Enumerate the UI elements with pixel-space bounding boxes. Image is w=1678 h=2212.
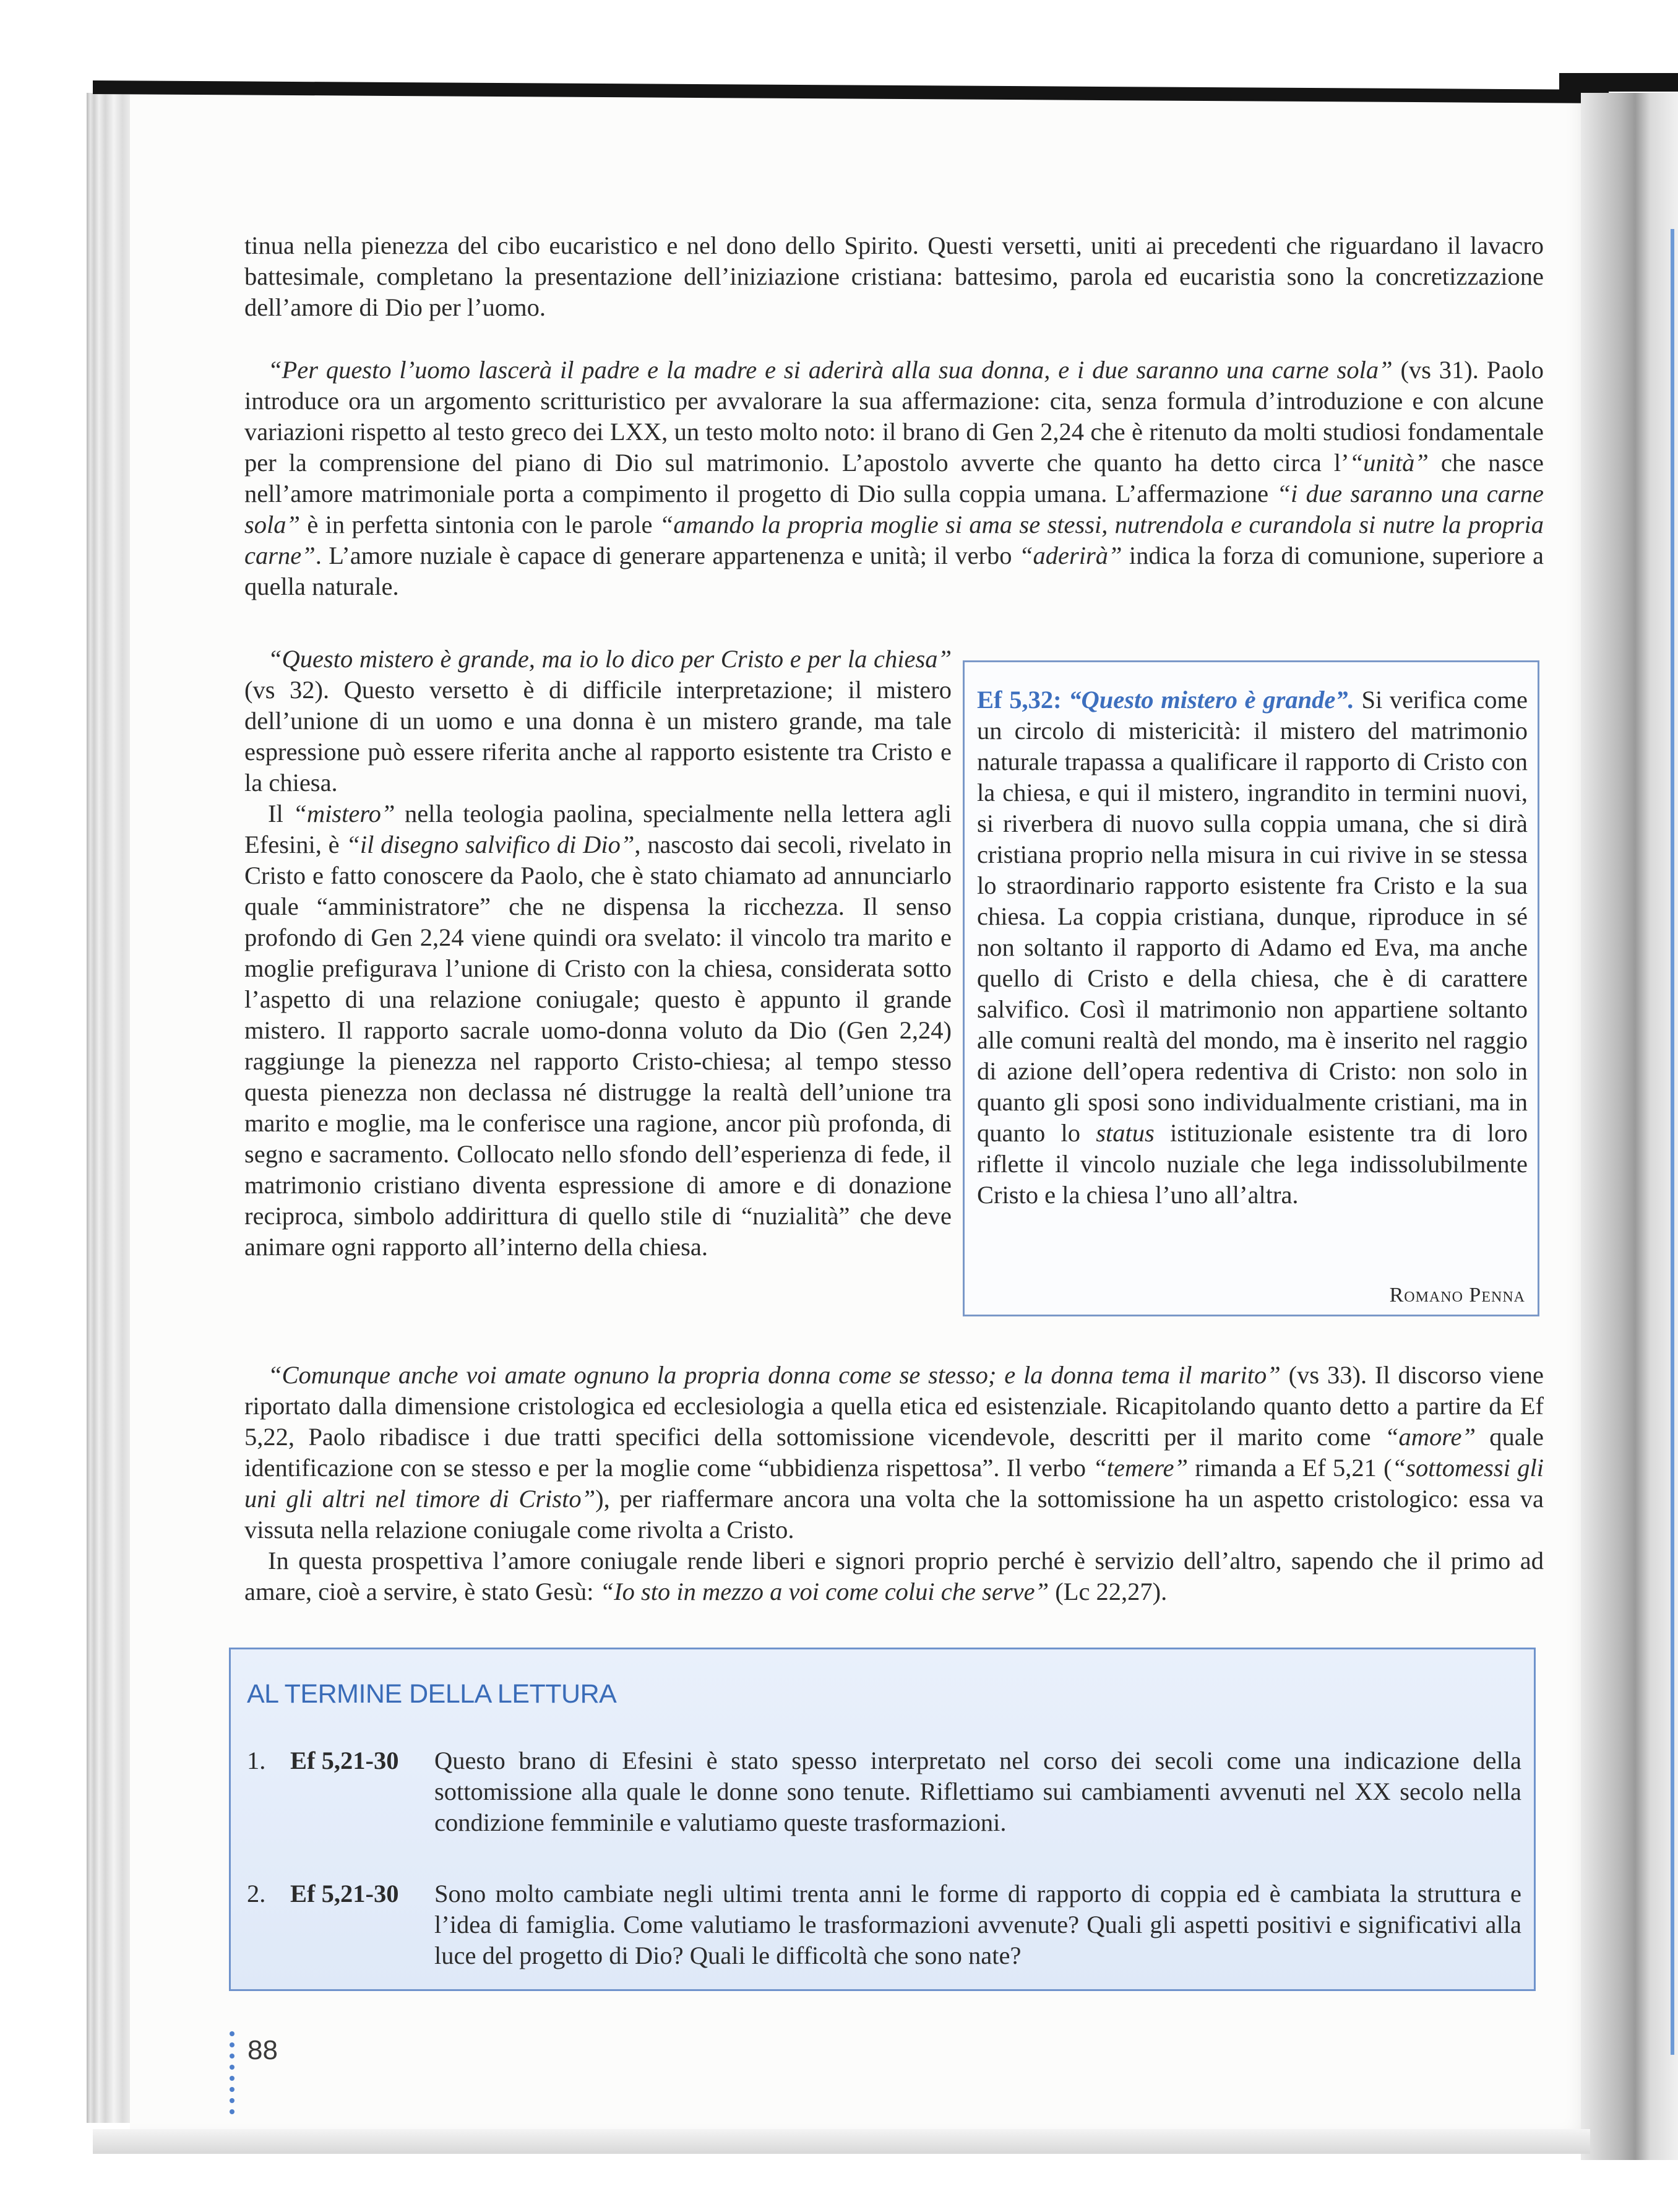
question-text: Sono molto cambiate negli ultimi trenta anni le forme di rapporto di coppia ed è cambiata la struttura e l’idea di famiglia. Come valutiamo le trasformazioni avvenute? Quali gli aspetti positivi e significativi alla luce del progetto di Dio? Quali le difficoltà che sono nate? <box>434 1880 1521 1969</box>
book-bottom-edge <box>93 2129 1590 2154</box>
emphasis: “temere” <box>1093 1454 1188 1482</box>
margin-dot <box>230 2087 234 2092</box>
text-run: nella teologia paolina, specialmente nella lettera agli Efesini, è <box>244 800 952 858</box>
emphasis: “unità” <box>1349 449 1429 477</box>
scripture-quote: “amando la propria moglie si ama se stessi, nutrendola e curandola si nutre la propria carne” <box>244 511 1544 569</box>
body-paragraph-1 <box>244 230 1544 323</box>
commentary-author: Romano Penna <box>1389 1284 1525 1307</box>
text-run: In questa prospettiva l’amore coniugale rende liberi e signori proprio perché è servizio dell’altro, sapendo che il primo ad amare, cioè a servire, è stato Gesù: <box>244 1547 1544 1605</box>
margin-dot <box>230 2098 234 2103</box>
emphasis: status <box>1096 1119 1155 1147</box>
text-run: rimanda a Ef 5,21 ( <box>1188 1454 1392 1482</box>
question-text: Questo brano di Efesini è stato spesso interpretato nel corso dei secoli come una indicazione della sottomissione alla quale le donne sono tenute. Riflettiamo sui cambiamenti avvenuti nel XX secolo nella condizione femminile e valutiamo queste trasformazioni. <box>434 1747 1521 1836</box>
review-questions-box <box>229 1648 1536 1991</box>
margin-dot <box>230 2076 234 2081</box>
paragraph-mistero <box>244 798 952 1263</box>
page-number: 88 <box>247 2035 278 2065</box>
text-run: . L’amore nuziale è capace di generare appartenenza e unità; il verbo <box>315 542 1019 569</box>
review-question <box>247 1878 1521 1977</box>
margin-dot <box>230 2065 234 2070</box>
page-stack-edge <box>87 93 136 2123</box>
paragraph-text <box>244 355 1544 602</box>
scripture-quote: “i due saranno una carne sola” <box>244 480 1544 538</box>
paragraph-vs32 <box>244 644 952 798</box>
review-title: AL TERMINE DELLA LETTURA <box>247 1679 617 1709</box>
text-run: , nascosto dai secoli, rivelato in Cristo e fatto conoscere da Paolo, che è stato chiamato ad annunciarlo quale “amministratore” che ne dispensa la ricchezza. Il senso profondo di Gen 2,24 viene quindi ora svelato: il vincolo tra marito e moglie prefigurava l’unione di Cristo con la chiesa, considerata sotto l’aspetto di una relazione coniugale; questo è appunto il grande mistero. Il rapporto sacrale uomo-donna voluto da Dio (Gen 2,24) raggiunge la pienezza nel rapporto Cristo-chiesa; al tempo stesso questa pienezza non declassa né distrugge la realtà dell’unione tra marito e moglie, ma le conferisce una ragione, ancor più profonda, di segno e sacramento. Collocato nello sfondo dell’esperienza di fede, il matrimonio cristiano diventa espressione di amore e di donazione reciproca, simbolo addirittura di quello stile di “nuzialità” che deve animare ogni rapporto all’interno della chiesa. <box>244 831 952 1261</box>
emphasis: “il disegno salvifico di Dio” <box>346 831 635 858</box>
text-run: (vs 33). Il discorso viene riportato dalla dimensione cristologica ed ecclesiologia a quella etica ed esistenziale. Ricapitolando quanto detto a partire da Ef 5,22, Paolo ribadisce i due tratti specifici della sottomissione vicendevole, descritti per il marito come <box>244 1361 1544 1451</box>
body-paragraph-vs33 <box>244 1360 1544 1607</box>
text-run: indica la forza di comunione, superiore a quella naturale. <box>244 542 1544 600</box>
question-reference: Ef 5,21-30 <box>290 1880 399 1907</box>
text-run: ), per riaffermare ancora una volta che la sottomissione ha un aspetto cristologico: essa va vissuta nella relazione coniugale come rivolta a Cristo. <box>244 1485 1544 1544</box>
commentary-reference: Ef 5,32: <box>977 686 1062 714</box>
review-question <box>247 1745 1521 1844</box>
margin-dot <box>230 2042 234 2047</box>
book-gutter <box>1581 93 1678 2160</box>
paragraph-vs33 <box>244 1360 1544 1545</box>
text-run: che nasce nell’amore matrimoniale porta a compimento il progetto di Dio sulla coppia umana. L’affermazione <box>244 449 1544 508</box>
scripture-quote: “Io sto in mezzo a voi come colui che serve” <box>600 1578 1049 1605</box>
scripture-quote: “Questo mistero è grande, ma io lo dico per Cristo e per la chiesa” <box>268 645 952 673</box>
text-run: istituzionale esistente tra di loro riflette il vincolo nuziale che lega indissolubilmente Cristo e la chiesa l’uno all’altra. <box>977 1119 1528 1209</box>
scripture-quote: “Comunque anche voi amate ognuno la propria donna come se stesso; e la donna tema il marito” <box>268 1361 1281 1389</box>
paragraph-text: tinua nella pienezza del cibo eucaristico e nel dono dello Spirito. Questi versetti, uniti ai precedenti che riguardano il lavacro battesimale, completano la presentazione dell’iniziazione cristiana: battesimo, parola ed eucaristia sono la concretizzazione dell’amore di Dio per l’uomo. <box>244 231 1544 321</box>
text-run: è in perfetta sintonia con le parole <box>300 511 660 538</box>
next-page-blue-rule <box>1671 229 1674 2055</box>
question-number: 2. <box>247 1880 266 1907</box>
emphasis: “amore” <box>1384 1423 1476 1451</box>
book-cover-edge <box>1559 73 1678 92</box>
margin-dots-decoration <box>228 2031 236 2124</box>
question-reference: Ef 5,21-30 <box>290 1747 399 1774</box>
scripture-quote: “sottomessi gli uni gli altri nel timore di Cristo” <box>244 1454 1544 1513</box>
paragraph-prospettiva <box>244 1545 1544 1607</box>
text-run: (vs 32). Questo versetto è di difficile interpretazione; il mistero dell’unione di un uomo e una donna è un mistero grande, ma tale espressione può essere riferita anche al rapporto esistente tra Cristo e la chiesa. <box>244 676 952 797</box>
body-paragraph-vs31 <box>244 355 1544 602</box>
margin-dot <box>230 2031 234 2036</box>
scripture-quote: “Per questo l’uomo lascerà il padre e la madre e si aderirà alla sua donna, e i due saranno una carne sola” <box>268 356 1393 384</box>
text-run: Il <box>268 800 293 827</box>
commentary-quote: “Questo mistero è grande”. <box>1069 686 1354 714</box>
question-number: 1. <box>247 1747 266 1774</box>
margin-dot <box>230 2054 234 2059</box>
text-run: (Lc 22,27). <box>1049 1578 1168 1605</box>
margin-dot <box>230 2109 234 2114</box>
commentary-text <box>977 685 1528 1211</box>
commentary-box <box>963 660 1539 1316</box>
text-run: quale identificazione con se stesso e per la moglie come “ubbidienza rispettosa”. Il verbo <box>244 1423 1544 1482</box>
text-run: (vs 31). Paolo introduce ora un argomento scritturistico per avvalorare la sua affermazione: cita, senza formula d’introduzione e con alcune variazioni rispetto al testo greco dei LXX, un testo molto noto: il brano di Gen 2,24 che è ritenuto da molti studiosi fondamentale per la comprensione del piano di Dio sul matrimonio. L’apostolo avverte che quanto ha detto circa l’ <box>244 356 1544 477</box>
emphasis: “mistero” <box>293 800 395 827</box>
emphasis: “aderirà” <box>1018 542 1122 569</box>
text-run: Si verifica come un circolo di mistericità: il mistero del matrimonio naturale trapassa a qualificare il rapporto di Cristo con la chiesa, e qui il mistero, ingrandito in termini nuovi, si riverbera di nuovo sulla coppia umana, che si dirà cristiana proprio nella misura in cui rivive in se stessa lo straordinario rapporto esistente fra Cristo e la sua chiesa. La coppia cristiana, dunque, riproduce in sé non soltanto il rapporto di Adamo ed Eva, ma anche quello di Cristo e della chiesa, che è di carattere salvifico. Così il matrimonio non appartiene soltanto alle comuni realtà del mondo, ma è inserito nel raggio di azione dell’opera redentiva di Cristo: non solo in quanto gli sposi sono individualmente cristiani, ma in quanto lo <box>977 686 1528 1147</box>
body-column-left <box>244 644 952 1263</box>
